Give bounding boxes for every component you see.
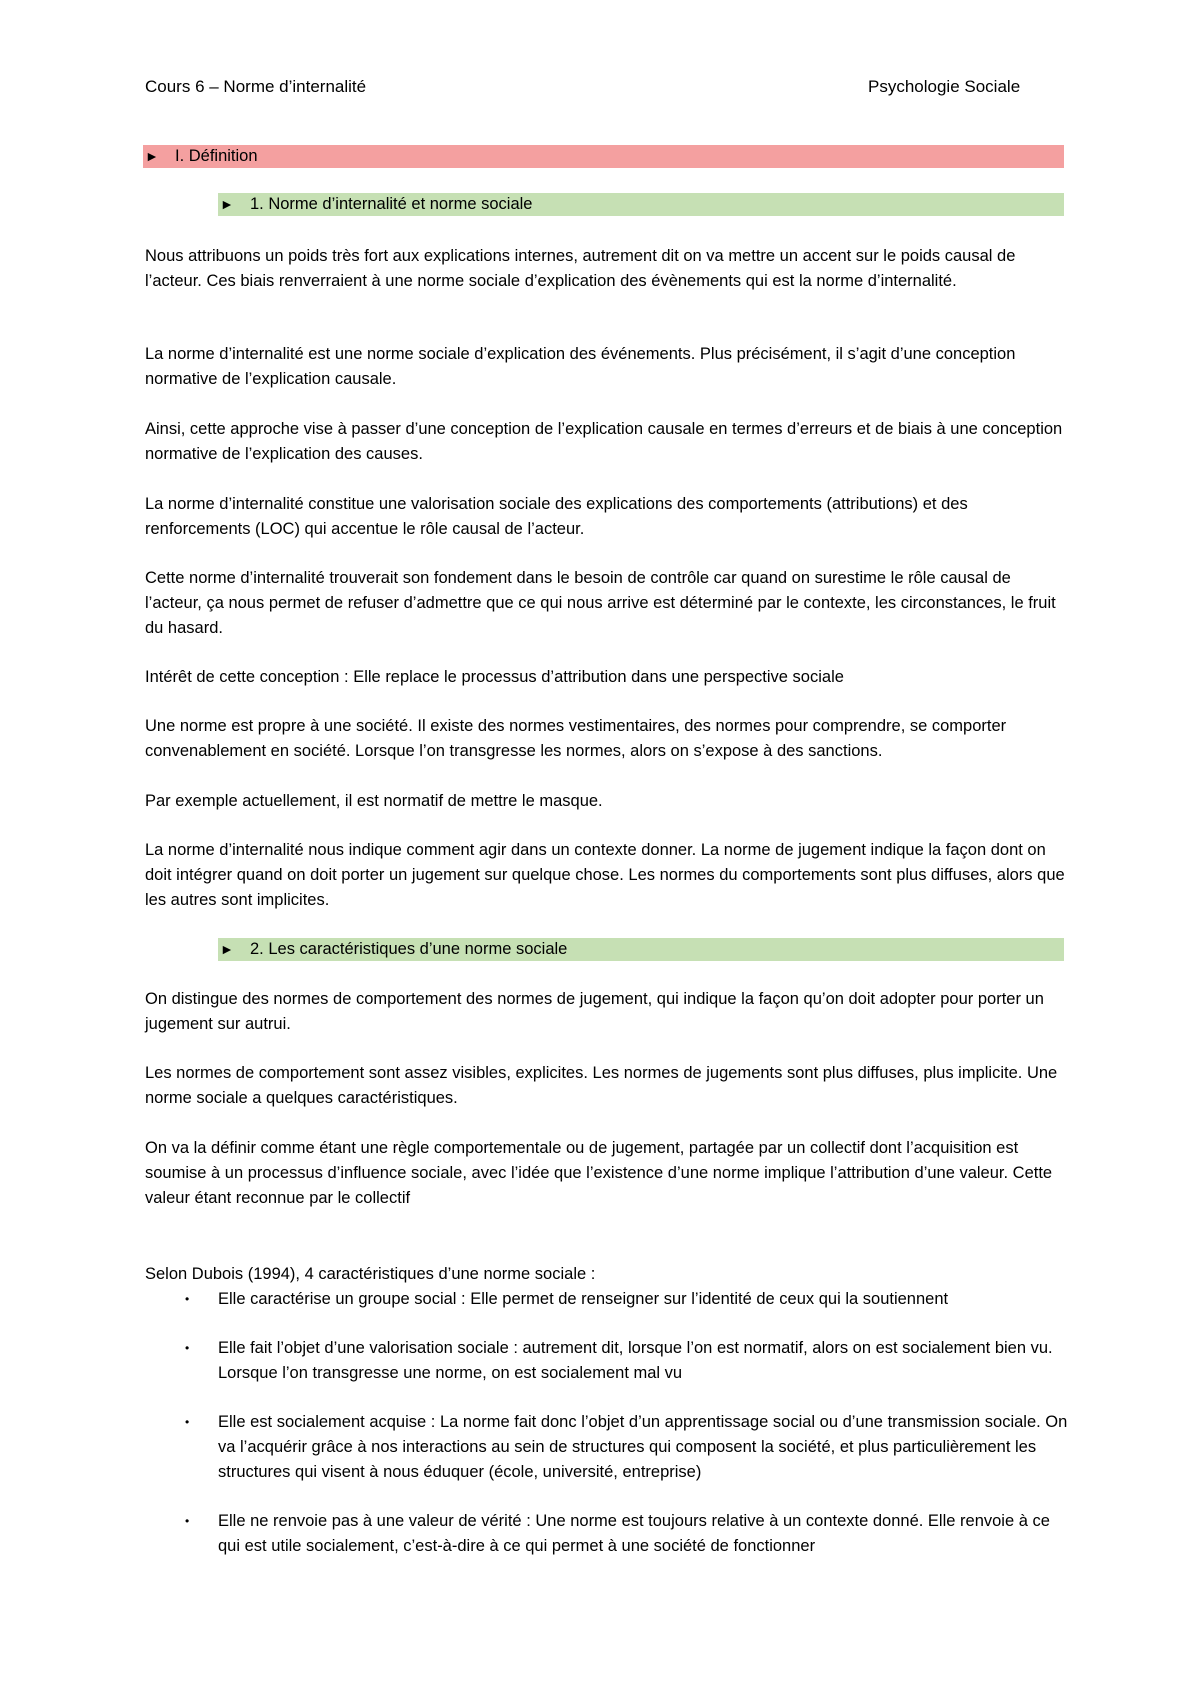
subsection-heading-label: 2. Les caractéristiques d’une norme sociale: [250, 940, 568, 958]
paragraph: Nous attribuons un poids très fort aux explications internes, autrement dit on va mettre un accent sur le poids causal de l’acteur. Ces biais renverraient à une norme sociale d’explication des évènements qui est la norme d’internalité.: [145, 247, 1016, 290]
section-heading-label: I. Définition: [175, 147, 258, 165]
paragraph: La norme d’internalité constitue une valorisation sociale des explications des comportements (attributions) et des renforcements (LOC) qui accentue le rôle causal de l’acteur.: [145, 495, 968, 538]
subsection-heading-norme-internalite: [218, 193, 1064, 216]
page-header-subject: Psychologie Sociale: [868, 77, 1021, 96]
paragraph: La norme d’internalité est une norme sociale d’explication des événements. Plus précisément, il s’agit d’une conception normative de l’explication causale.: [145, 345, 1016, 388]
list-item-text: Elle est socialement acquise : La norme fait donc l’objet d’un apprentissage social ou d’une transmission sociale. On va l’acquérir grâce à nos interactions au sein de structures qui composent la société, et plus particulièrement les structures qui visent à nous éduquer (école, université, entreprise): [218, 1413, 1068, 1481]
subsection-heading-caracteristiques: [218, 938, 1064, 961]
subsection-heading-label: 1. Norme d’internalité et norme sociale: [250, 195, 533, 213]
paragraph: Par exemple actuellement, il est normatif de mettre le masque.: [145, 792, 603, 810]
paragraph: On va la définir comme étant une règle comportementale ou de jugement, partagée par un collectif dont l’acquisition est soumise à un processus d’influence sociale, avec l’idée que l’existence d’une norme implique l’attribution d’une valeur. Cette valeur étant reconnue par le collectif: [145, 1139, 1053, 1207]
paragraph: Ainsi, cette approche vise à passer d’une conception de l’explication causale en termes d’erreurs et de biais à une conception normative de l’explication des causes.: [145, 420, 1063, 463]
paragraph: Les normes de comportement sont assez visibles, explicites. Les normes de jugements sont plus diffuses, plus implicite. Une norme sociale a quelques caractéristiques.: [145, 1064, 1058, 1107]
bullet-icon: •: [185, 1292, 190, 1306]
list-item-text: Elle fait l’objet d’une valorisation sociale : autrement dit, lorsque l’on est normatif, alors on est socialement bien vu. Lorsque l’on transgresse une norme, on est socialement mal vu: [218, 1339, 1053, 1382]
bullet-icon: •: [185, 1341, 190, 1355]
paragraph: Intérêt de cette conception : Elle replace le processus d’attribution dans une perspective sociale: [145, 668, 844, 686]
paragraph: La norme d’internalité nous indique comment agir dans un contexte donner. La norme de jugement indique la façon dont on doit intégrer quand on doit porter un jugement sur quelque chose. Les normes du comportements sont plus diffuses, alors que les autres sont implicites.: [145, 841, 1065, 909]
page-header-title: Cours 6 – Norme d’internalité: [145, 77, 367, 96]
paragraph: Cette norme d’internalité trouverait son fondement dans le besoin de contrôle car quand on surestime le rôle causal de l’acteur, ça nous permet de refuser d’admettre que ce qui nous arrive est déterminé par le contexte, les circonstances, le fruit du hasard.: [145, 569, 1056, 637]
list-intro: Selon Dubois (1994), 4 caractéristiques d’une norme sociale :: [145, 1265, 596, 1283]
list-item-text: Elle caractérise un groupe social : Elle permet de renseigner sur l’identité de ceux qui la soutiennent: [218, 1290, 949, 1308]
triangle-right-icon: ►: [220, 196, 234, 212]
list-item-text: Elle ne renvoie pas à une valeur de vérité : Une norme est toujours relative à un contexte donné. Elle renvoie à ce qui est utile socialement, c’est-à-dire à ce qui permet à une société de fonctionner: [218, 1512, 1050, 1555]
paragraph: On distingue des normes de comportement des normes de jugement, qui indique la façon qu’on doit adopter pour porter un jugement sur autrui.: [145, 990, 1044, 1033]
paragraph: Une norme est propre à une société. Il existe des normes vestimentaires, des normes pour comprendre, se comporter convenablement en société. Lorsque l’on transgresse les normes, alors on s’expose à des sanctions.: [145, 717, 1007, 760]
section-heading-definition: [143, 145, 1064, 168]
triangle-right-icon: ►: [145, 148, 159, 164]
bullet-icon: •: [185, 1514, 190, 1528]
triangle-right-icon: ►: [220, 941, 234, 957]
bullet-icon: •: [185, 1415, 190, 1429]
